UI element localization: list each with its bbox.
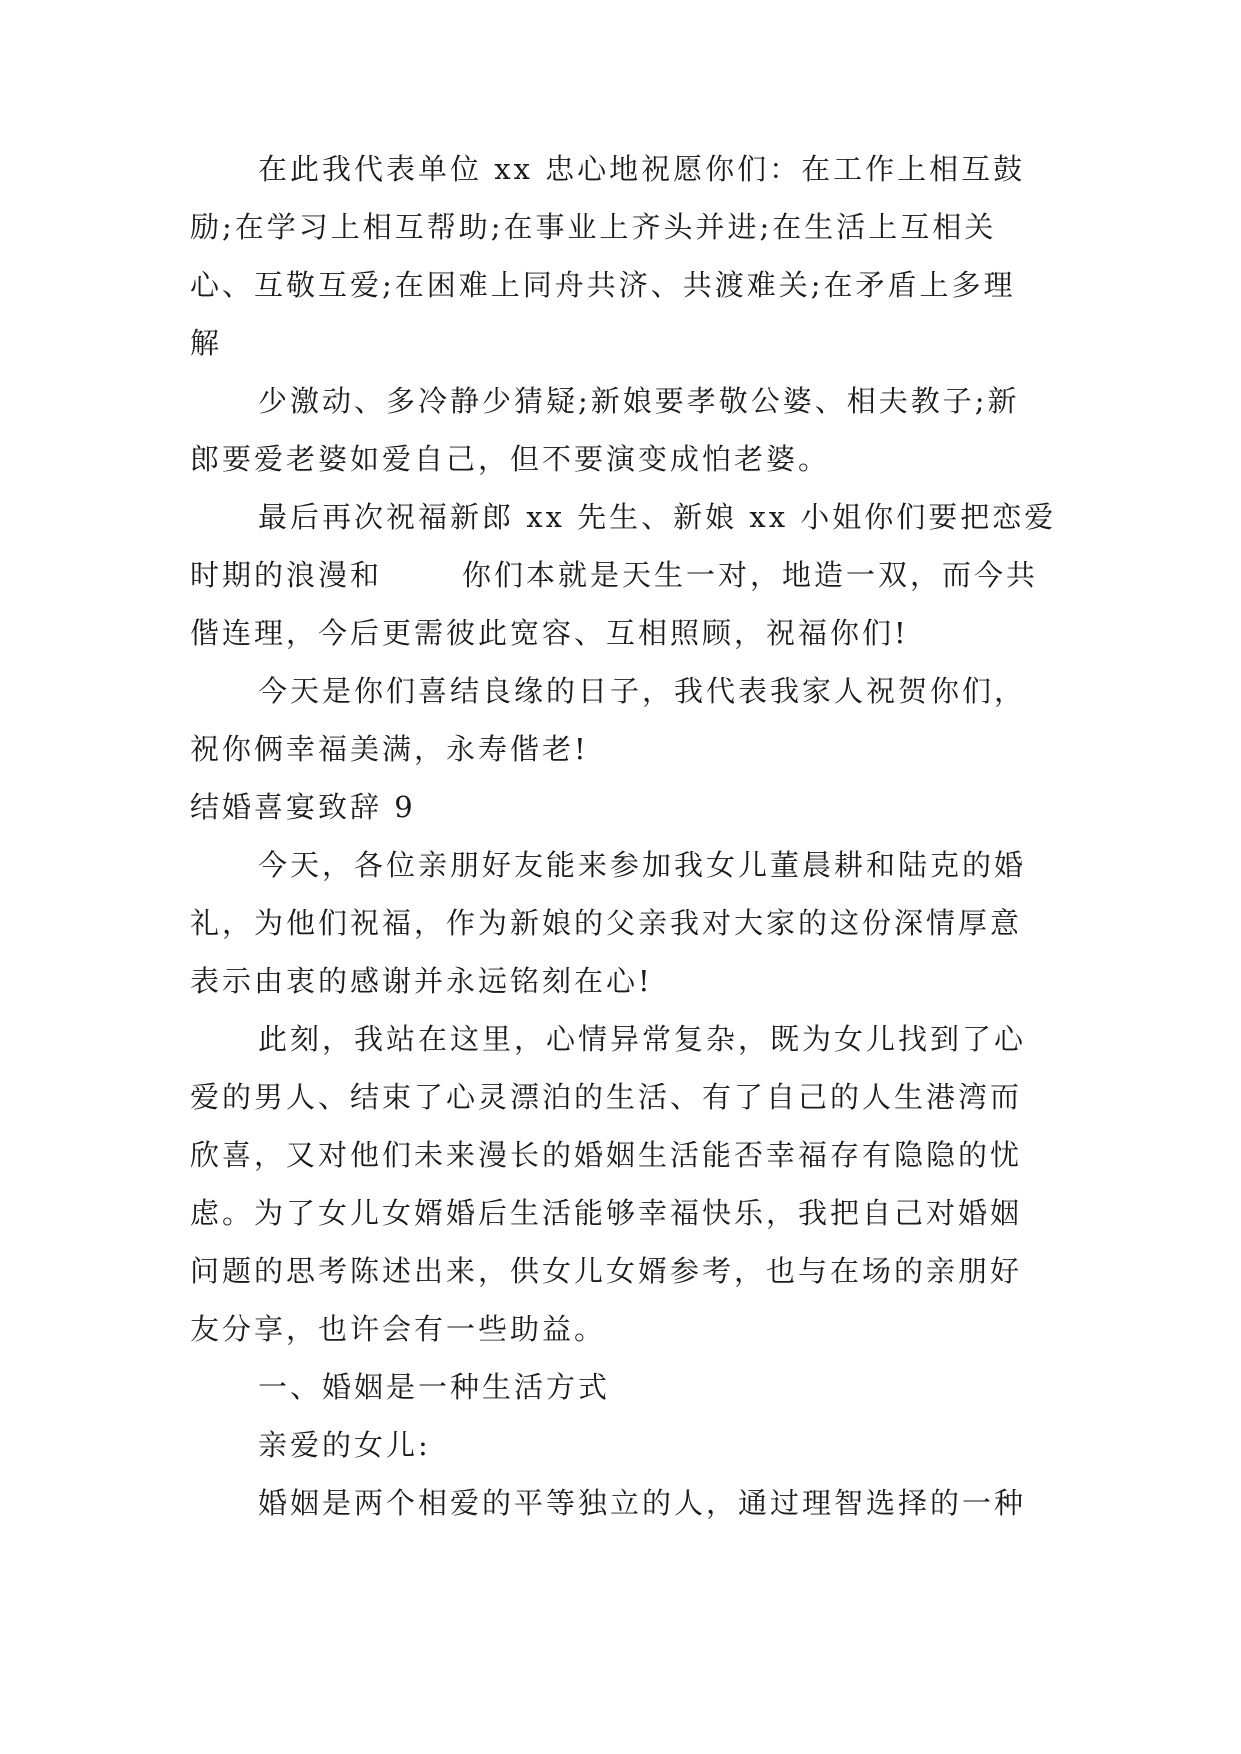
text-line: 励;在学习上相互帮助;在事业上齐头并进;在生活上互相关	[190, 210, 997, 244]
text-line: 祝你俩幸福美满，永寿偕老!	[190, 732, 589, 766]
text-line: 心、互敬互爱;在困难上同舟共济、共渡难关;在矛盾上多理	[190, 268, 1016, 302]
text-line: 今天是你们喜结良缘的日子，我代表我家人祝贺你们，	[258, 674, 1027, 708]
text-line: 爱的男人、结束了心灵漂泊的生活、有了自己的人生港湾而	[190, 1080, 1023, 1114]
text-line: 此刻，我站在这里，心情异常复杂，既为女儿找到了心	[258, 1022, 1027, 1056]
section-heading: 结婚喜宴致辞 9	[190, 790, 416, 824]
text-line: 郎要爱老婆如爱自己，但不要演变成怕老婆。	[190, 442, 831, 476]
text-line: 虑。为了女儿女婿婚后生活能够幸福快乐，我把自己对婚姻	[190, 1196, 1023, 1230]
text-line: 解	[190, 326, 223, 360]
text-line: 礼，为他们祝福，作为新娘的父亲我对大家的这份深情厚意	[190, 906, 1023, 940]
text-line: 表示由衷的感谢并永远铭刻在心!	[190, 964, 653, 998]
text-line: 在此我代表单位 xx 忠心地祝愿你们：在工作上相互鼓	[258, 152, 1026, 186]
text-line-split	[190, 546, 1060, 604]
text-line: 少激动、多冷静少猜疑;新娘要孝敬公婆、相夫教子;新	[258, 384, 1020, 418]
text-line: 今天，各位亲朋好友能来参加我女儿董晨耕和陆克的婚	[258, 848, 1027, 882]
text-line: 问题的思考陈述出来，供女儿女婿参考，也与在场的亲朋好	[190, 1254, 1023, 1288]
text-fragment: 时期的浪漫和	[190, 558, 383, 592]
text-fragment: 你们本就是天生一对，地造一双，而今共	[462, 558, 1039, 592]
body-text	[190, 140, 1060, 1532]
text-line: 偕连理，今后更需彼此宽容、互相照顾，祝福你们!	[190, 616, 909, 650]
text-line: 婚姻是两个相爱的平等独立的人，通过理智选择的一种	[258, 1486, 1027, 1520]
text-line: 最后再次祝福新郎 xx 先生、新娘 xx 小姐你们要把恋爱	[258, 500, 1057, 534]
salutation: 亲爱的女儿:	[258, 1428, 431, 1462]
text-line: 欣喜，又对他们未来漫长的婚姻生活能否幸福存有隐隐的忧	[190, 1138, 1023, 1172]
subheading: 一、婚姻是一种生活方式	[258, 1370, 611, 1404]
text-line: 友分享，也许会有一些助益。	[190, 1312, 607, 1346]
